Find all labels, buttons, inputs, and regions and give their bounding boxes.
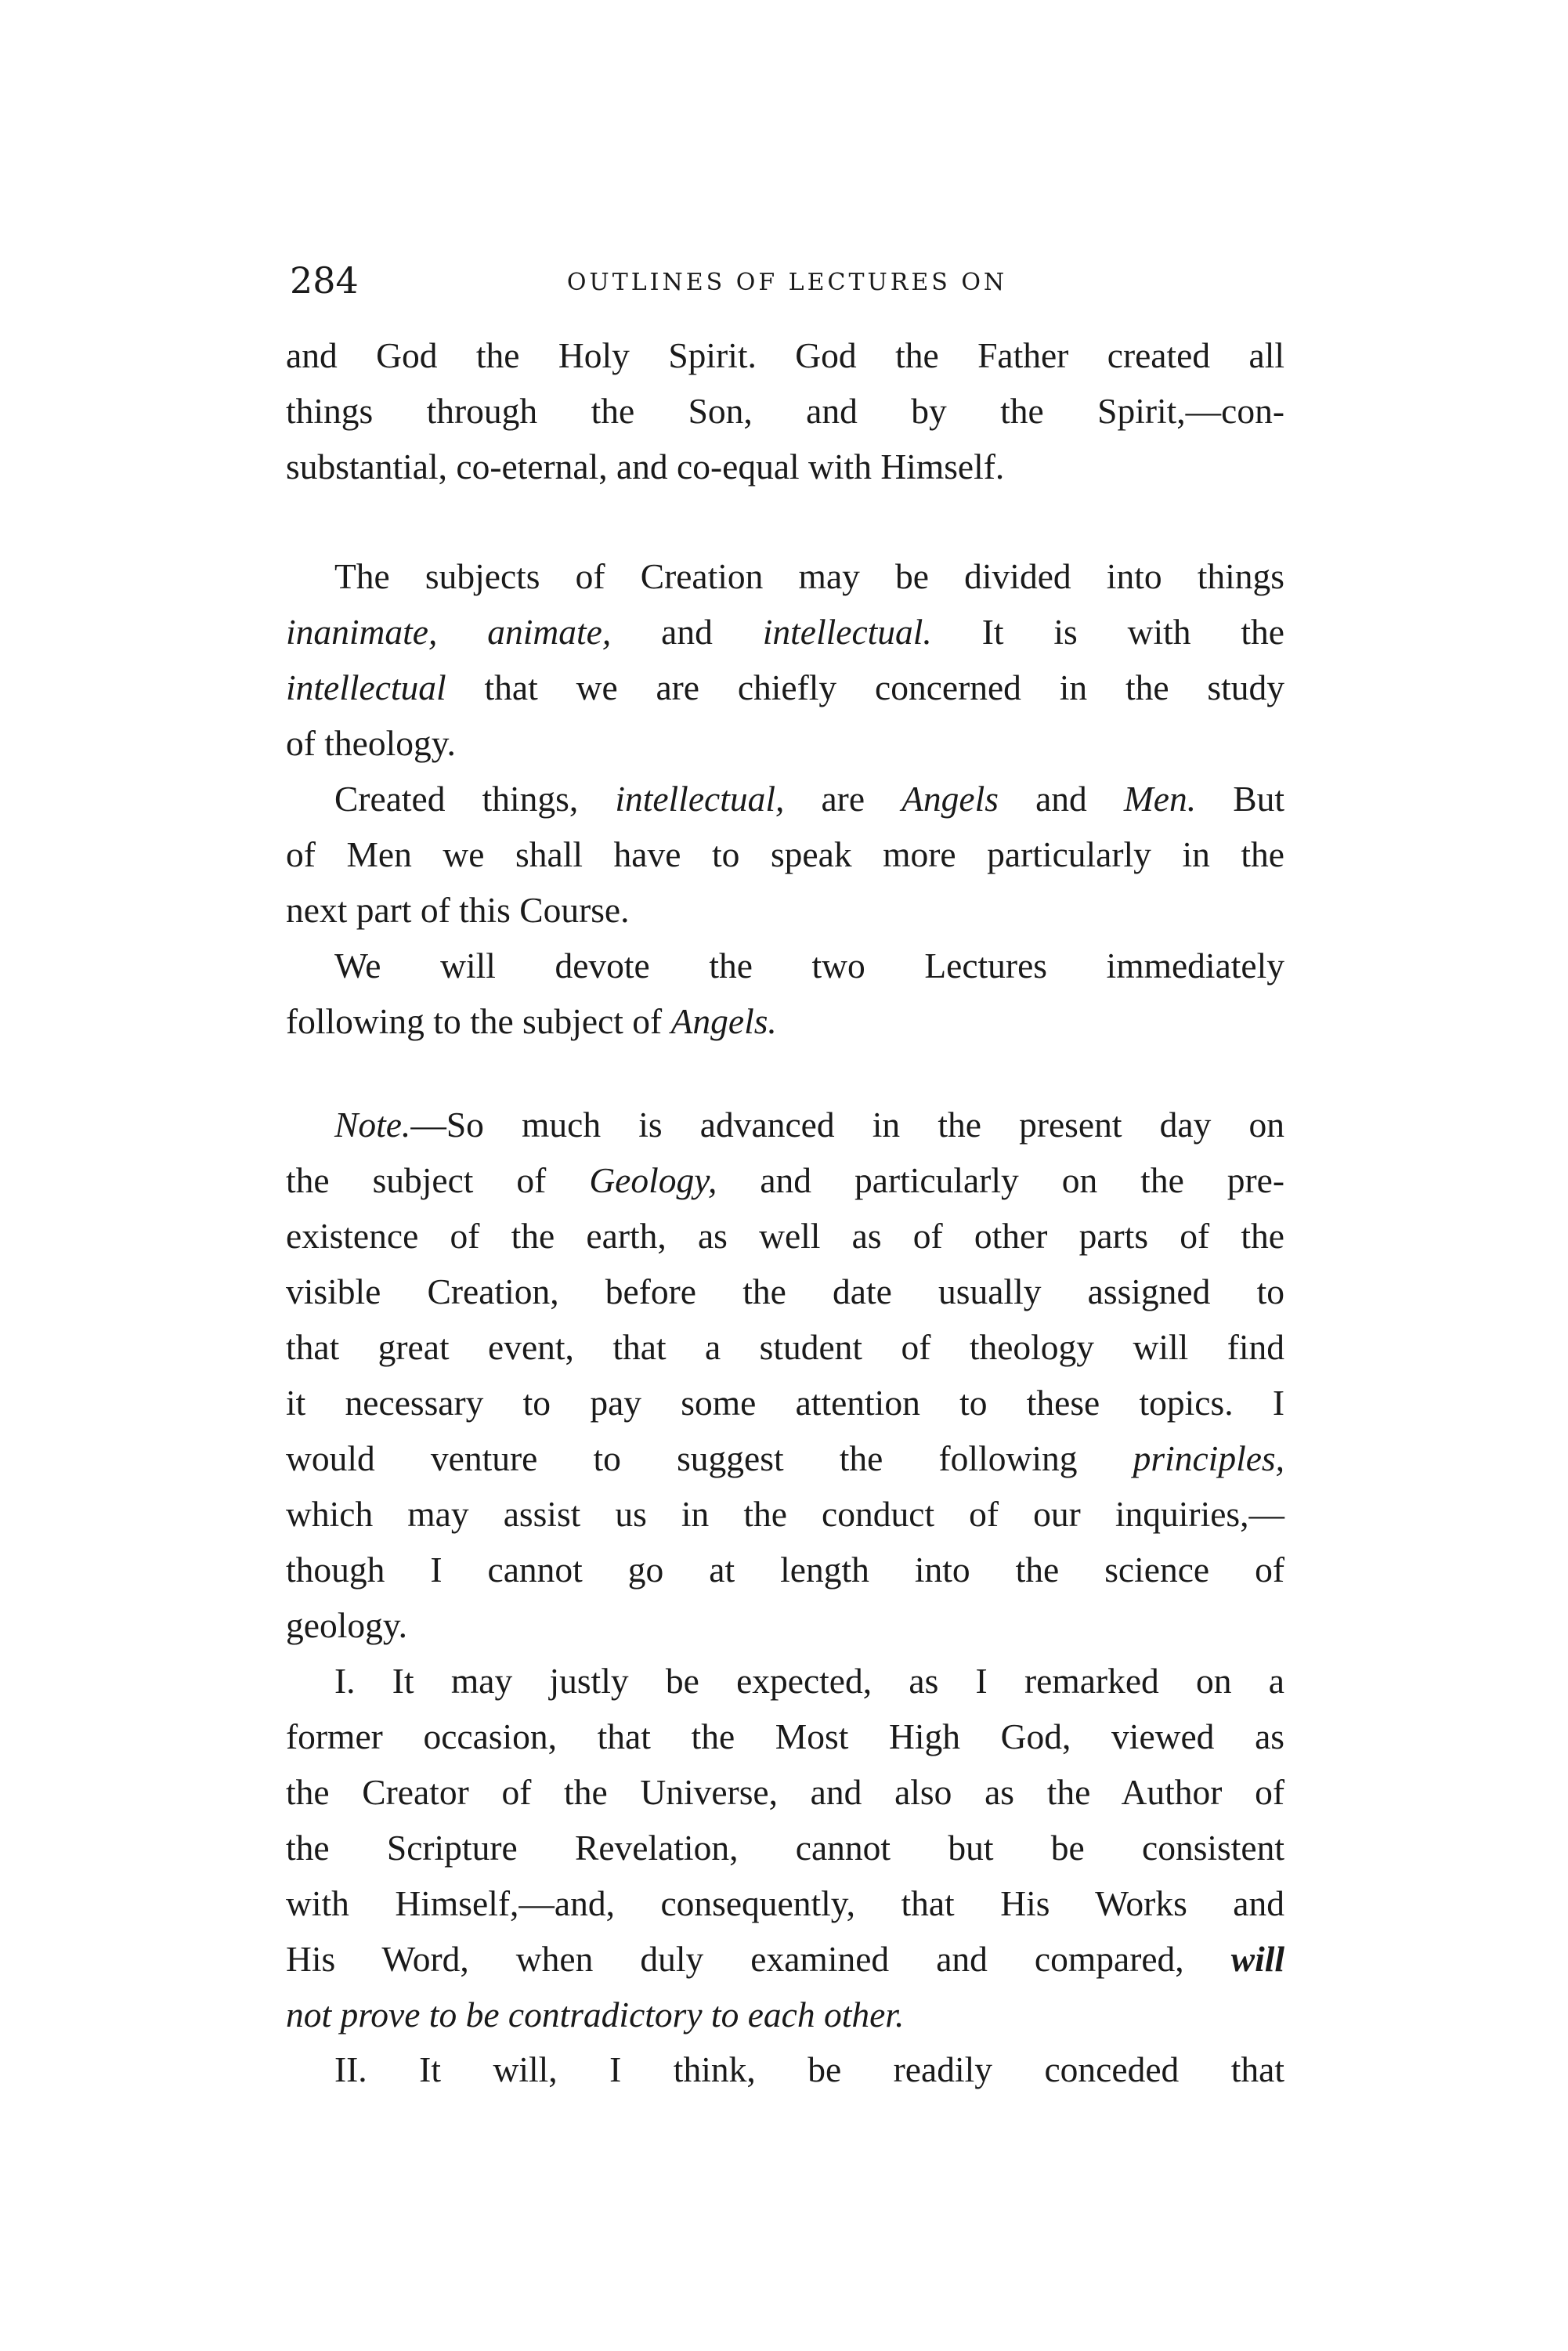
text-span: His Word, when duly examined and compared,: [286, 1939, 1231, 1979]
text-line: and God the Holy Spirit. God the Father created all: [286, 335, 1284, 375]
text-line: that great event, that a student of theology will find: [286, 1327, 1284, 1367]
text-span: and: [611, 612, 763, 652]
text-line: visible Creation, before the date usually assigned to: [286, 1271, 1284, 1311]
text-line: existence of the earth, as well as of other parts of the: [286, 1216, 1284, 1256]
text-span: the subject of: [286, 1160, 590, 1200]
paragraph-3: [286, 771, 1284, 938]
italic-term: Geology,: [589, 1160, 717, 1200]
page-number: 284: [290, 259, 359, 302]
running-title: OUTLINES OF LECTURES ON: [566, 269, 1008, 296]
text-span: are: [784, 779, 902, 819]
italic-term: animate,: [487, 612, 612, 652]
text-line: it necessary to pay some attention to these topics. I: [286, 1383, 1284, 1423]
text-span: —So much is advanced in the present day on: [410, 1105, 1284, 1145]
text-line: though I cannot go at length into the science of: [286, 1550, 1284, 1590]
italic-term: intellectual.: [762, 612, 932, 652]
italic-term: inanimate,: [286, 612, 438, 652]
text-span: that we are chiefly concerned in the study: [446, 667, 1284, 707]
text-line: [286, 660, 1284, 715]
text-line: II. It will, I think, be readily conceded that: [334, 2049, 1284, 2089]
text-line: next part of this Course.: [286, 890, 630, 930]
text-line: former occasion, that the Most High God, viewed as: [286, 1716, 1284, 1756]
text-span: would venture to suggest the following: [286, 1438, 1133, 1478]
note-paragraph: [286, 1097, 1284, 1653]
paragraph-1: [286, 327, 1284, 494]
italic-term: Note.: [334, 1105, 411, 1145]
text-line: [286, 1430, 1284, 1486]
text-line: We will devote the two Lectures immediately: [334, 946, 1284, 986]
text-line: I. It may justly be expected, as I remarked on a: [334, 1661, 1284, 1701]
principle-one-paragraph: [286, 1653, 1284, 2042]
text-line: substantial, co-eternal, and co-equal with Himself.: [286, 447, 1005, 486]
italic-text-line: not prove to be contradictory to each other.: [286, 1995, 905, 2035]
text-line: [286, 771, 1284, 826]
text-line: [286, 1931, 1284, 1987]
text-line: [286, 1097, 1284, 1152]
text-span: But: [1196, 779, 1284, 819]
text-line: of theology.: [286, 723, 456, 763]
text-line: [286, 993, 1284, 1049]
text-line: The subjects of Creation may be divided into things: [334, 556, 1284, 596]
text-span: Created things,: [334, 779, 616, 819]
italic-term: principles,: [1133, 1438, 1284, 1478]
text-line: the Scripture Revelation, cannot but be consistent: [286, 1828, 1284, 1868]
principle-two-paragraph: [286, 2042, 1284, 2097]
text-line: with Himself,—and, consequently, that His Works and: [286, 1883, 1284, 1923]
italic-term: will: [1230, 1939, 1284, 1979]
text-line: [286, 604, 1284, 660]
running-head: [290, 259, 1284, 302]
italic-term: Men.: [1123, 779, 1197, 819]
text-line: geology.: [286, 1605, 408, 1645]
text-span: It is with the: [931, 612, 1285, 652]
text-span: and: [998, 779, 1124, 819]
italic-term: intellectual: [286, 667, 446, 707]
text-span: [437, 612, 487, 652]
paragraph-2: [286, 548, 1284, 771]
text-span: following to the subject of: [286, 1001, 671, 1041]
text-line: which may assist us in the conduct of our inquiries,—: [286, 1494, 1284, 1534]
italic-term: Angels.: [670, 1001, 777, 1041]
text-span: and particularly on the pre-: [717, 1160, 1284, 1200]
paragraph-4: [286, 938, 1284, 1049]
text-line: of Men we shall have to speak more particularly in the: [286, 834, 1284, 874]
text-line: things through the Son, and by the Spirit,—con-: [286, 391, 1284, 431]
text-line: [286, 1152, 1284, 1208]
text-line: the Creator of the Universe, and also as the Author of: [286, 1772, 1284, 1812]
italic-term: Angels: [901, 779, 999, 819]
italic-term: intellectual,: [615, 779, 785, 819]
